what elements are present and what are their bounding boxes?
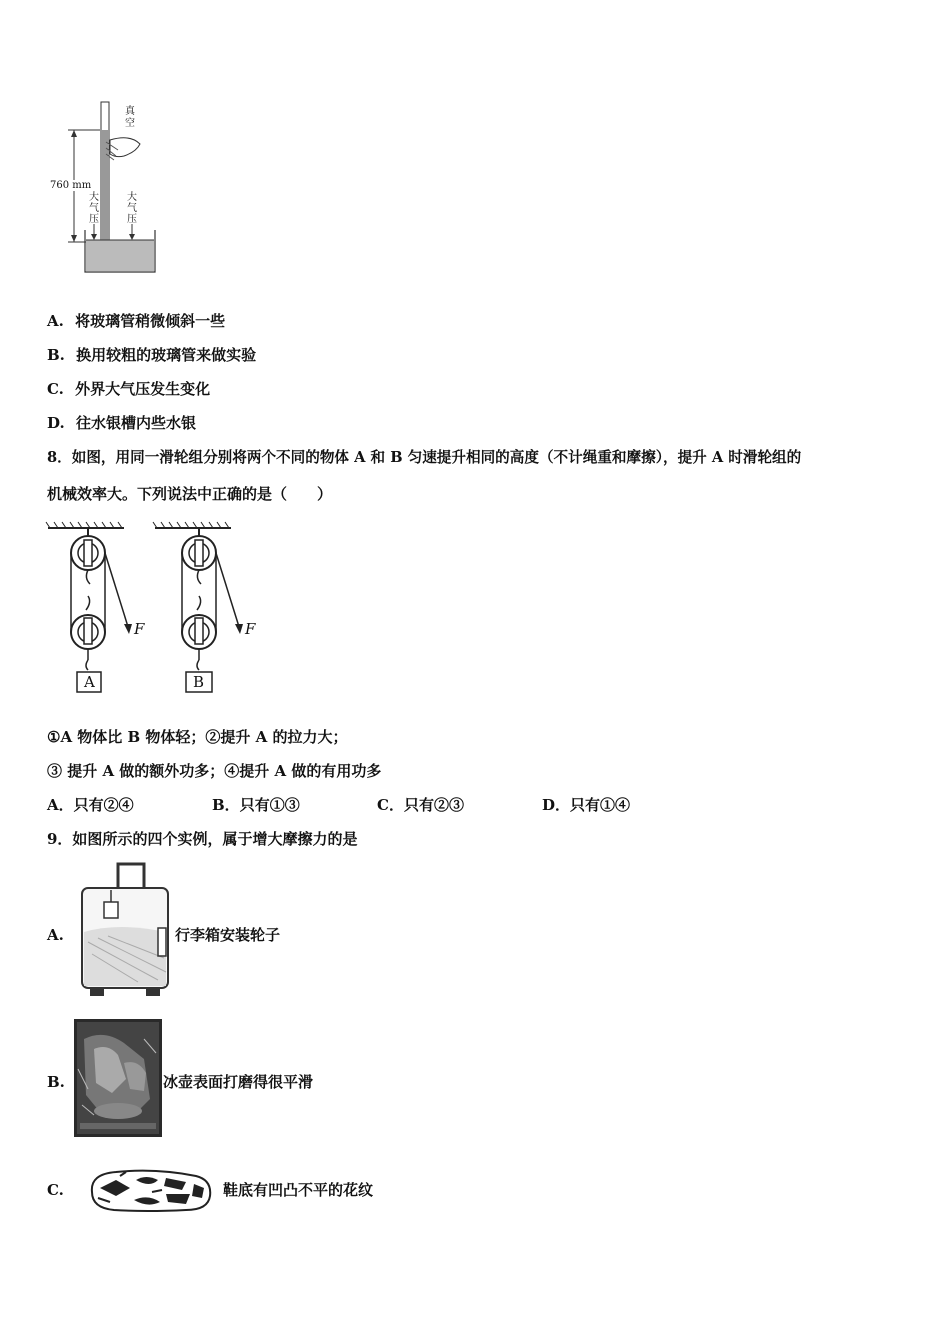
q8-option-d[interactable] bbox=[542, 795, 630, 815]
q9-option-b-letter[interactable]: B. bbox=[47, 1073, 65, 1091]
q7-option-b[interactable] bbox=[47, 345, 256, 365]
suitcase-image bbox=[78, 862, 174, 998]
option-text: 只有①③ bbox=[239, 796, 300, 814]
option-letter: A． bbox=[47, 796, 74, 814]
option-letter: B． bbox=[212, 796, 240, 814]
q9-option-c-text: 鞋底有凹凸不平的花纹 bbox=[223, 1181, 374, 1199]
pulley-system-b bbox=[151, 520, 261, 696]
option-letter: A. bbox=[47, 312, 64, 330]
option-letter: B. bbox=[47, 346, 65, 364]
option-letter: D． bbox=[542, 796, 571, 814]
q9-stem: 9．如图所示的四个实例，属于增大摩擦力的是 bbox=[47, 830, 358, 848]
option-text: 换用较粗的玻璃管来做实验 bbox=[76, 346, 257, 364]
suitcase-illustration bbox=[78, 862, 174, 998]
q8-stem-line1: 8．如图，用同一滑轮组分别将两个不同的物体 A 和 B 匀速提升相同的高度（不计绳重和摩擦），提升 A 时滑轮组的 bbox=[47, 449, 802, 466]
option-text: 外界大气压发生变化 bbox=[75, 380, 211, 398]
torricelli-barometer-figure bbox=[50, 100, 170, 280]
option-letter: C． bbox=[377, 796, 404, 814]
q7-option-d[interactable] bbox=[47, 413, 196, 433]
shoe-sole-image bbox=[86, 1166, 214, 1216]
vacuum-label: 真空 bbox=[125, 106, 135, 129]
q9-option-a-text: 行李箱安装轮子 bbox=[175, 926, 281, 944]
pulley-figure-b bbox=[151, 520, 261, 696]
option-letter: D. bbox=[47, 414, 65, 432]
object-label-a: A bbox=[84, 673, 95, 691]
pressure-label-left: 大气压 bbox=[89, 192, 99, 225]
pulley-system-a bbox=[44, 520, 154, 696]
q9-option-a-letter[interactable]: A. bbox=[47, 926, 64, 944]
option-text: 只有②③ bbox=[403, 796, 464, 814]
q8-statements-line1: ①A 物体比 B 物体轻；②提升 A 的拉力大； bbox=[47, 728, 348, 746]
curling-photo bbox=[74, 1019, 162, 1137]
height-760-label: 760 mm bbox=[50, 180, 92, 191]
shoe-sole-illustration bbox=[86, 1166, 214, 1216]
q7-option-a[interactable] bbox=[47, 311, 225, 331]
q7-option-c[interactable] bbox=[47, 379, 210, 399]
q8-option-c[interactable] bbox=[377, 795, 464, 815]
q8-statements-line2: ③ 提升 A 做的额外功多；④提升 A 做的有用功多 bbox=[47, 762, 382, 780]
force-label-a: F bbox=[134, 620, 145, 638]
q8-option-a[interactable] bbox=[47, 795, 134, 815]
pulley-figure-a bbox=[44, 520, 154, 696]
option-text: 只有②④ bbox=[73, 796, 134, 814]
force-label-b: F bbox=[245, 620, 256, 638]
object-label-b: B bbox=[193, 673, 205, 691]
option-text: 将玻璃管稍微倾斜一些 bbox=[75, 312, 226, 330]
q9-option-b-text: 冰壶表面打磨得很平滑 bbox=[163, 1073, 314, 1091]
option-text: 只有①④ bbox=[570, 796, 631, 814]
option-text: 往水银槽内些水银 bbox=[75, 414, 196, 432]
q8-option-b[interactable] bbox=[212, 795, 300, 815]
curling-illustration bbox=[74, 1019, 162, 1137]
pressure-label-right: 大气压 bbox=[127, 192, 137, 225]
option-letter: C. bbox=[47, 380, 64, 398]
q9-option-c-letter[interactable]: C. bbox=[47, 1181, 64, 1199]
q8-stem-line2: 机械效率大。下列说法中正确的是（ ） bbox=[47, 485, 333, 503]
